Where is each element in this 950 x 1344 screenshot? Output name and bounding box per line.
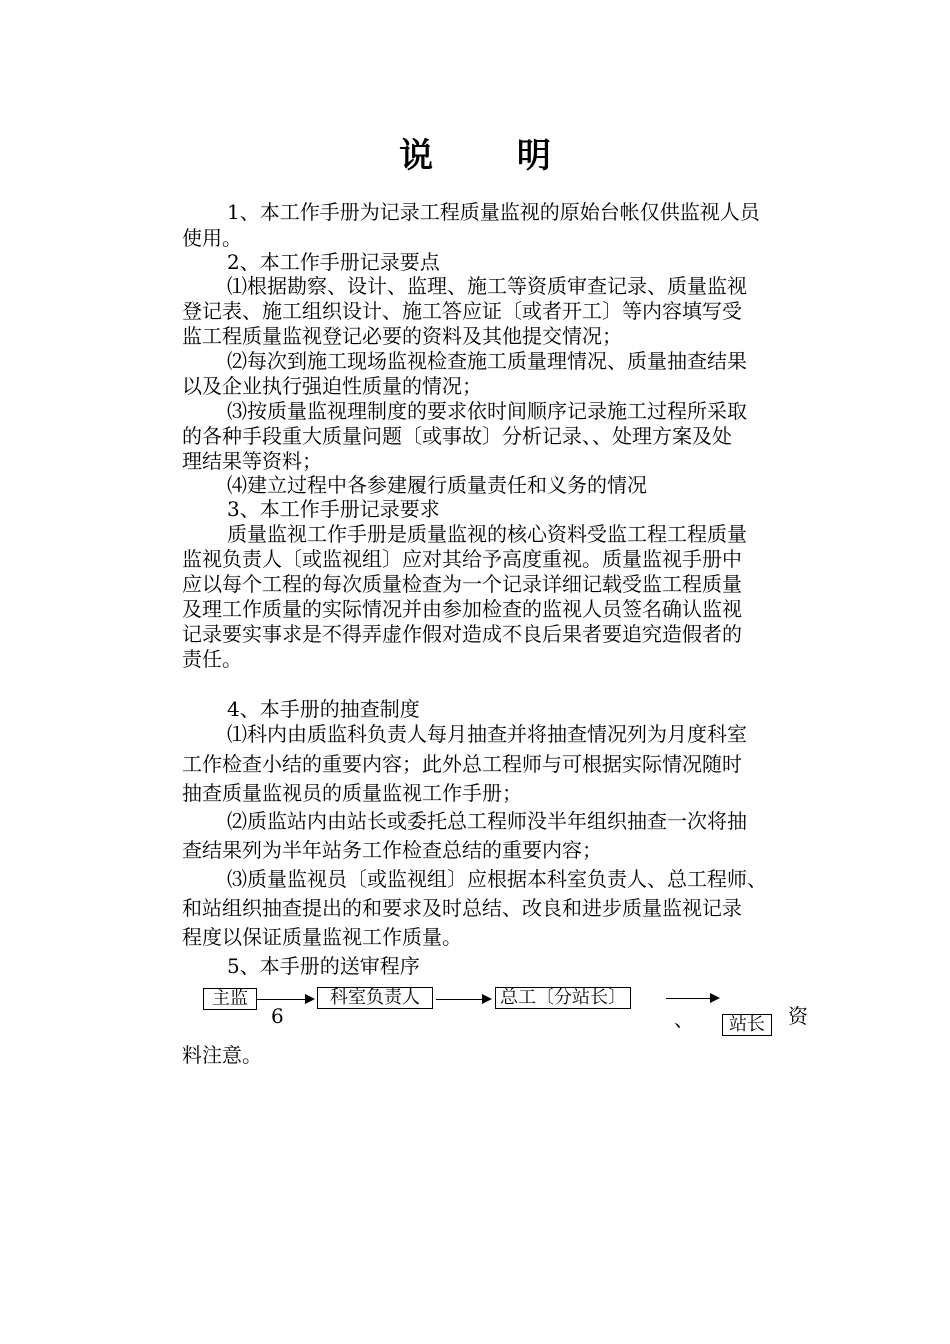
text-line: 工作检查小结的重要内容；此外总工程师与可根据实际情况随时 (182, 752, 742, 776)
text-line: 料注意。 (182, 1043, 262, 1067)
flow-arrow (436, 999, 490, 1000)
text-line: ⑷建立过程中各参建履行质量责任和义务的情况 (227, 473, 647, 497)
text-line: 1、本工作手册为记录工程质量监视的原始台帐仅供监视人员 (227, 200, 760, 224)
text-line: 责任。 (182, 647, 242, 671)
text-line: 4、本手册的抽查制度 (227, 697, 420, 721)
flow-box-station-head: 站长 (722, 1014, 772, 1036)
flow-comma: 、 (674, 1007, 694, 1031)
flow-box-dept-head: 科室负责人 (317, 987, 433, 1009)
text-line: 抽查质量监视员的质量监视工作手册； (182, 781, 522, 805)
text-line: 5、本手册的送审程序 (227, 954, 420, 978)
text-line: 理结果等资料； (182, 449, 322, 473)
text-line: ⑵质监站内由站长或委托总工程师没半年组织抽查一次将抽 (227, 809, 747, 833)
text-line: ⑵每次到施工现场监视检查施工质量理情况、质量抽查结果 (227, 349, 747, 373)
flow-box-supervisor: 主监 (203, 988, 257, 1010)
text-line: 的各种手段重大质量问题〔或事故〕分析记录、、处理方案及处 (182, 424, 732, 448)
text-line: 3、本工作手册记录要求 (227, 497, 440, 521)
text-line: 使用。 (182, 226, 242, 250)
text-line: 质量监视工作手册是质量监视的核心资料受监工程工程质量 (227, 522, 747, 546)
flow-box-chief-engineer: 总工〔分站长〕 (495, 987, 631, 1009)
text-line: ⑴科内由质监科负责人每月抽查并将抽查情况列为月度科室 (227, 722, 747, 746)
flow-arrow (257, 999, 313, 1000)
text-line: ⑴根据勘察、设计、监理、施工等资质审查记录、质量监视 (227, 274, 747, 298)
text-line: 记录要实事求是不得弄虚作假对造成不良后果者要追究造假者的 (182, 622, 742, 646)
text-line: 程度以保证质量监视工作质量。 (182, 925, 462, 949)
text-line: 监工程质量监视登记必要的资料及其他提交情况； (182, 324, 622, 348)
text-line: ⑶按质量监视理制度的要求依时间顺序记录施工过程所采取 (227, 399, 747, 423)
text-line: ⑶质量监视员〔或监视组〕应根据本科室负责人、总工程师、 (227, 867, 767, 891)
text-line: 登记表、施工组织设计、施工答应证〔或者开工〕等内容填写受 (182, 299, 742, 323)
text-line: 及理工作质量的实际情况并由参加检查的监视人员签名确认监视 (182, 597, 742, 621)
text-line: 和站组织抽查提出的和要求及时总结、改良和进步质量监视记录 (182, 896, 742, 920)
text-line: 2、本工作手册记录要点 (227, 250, 440, 274)
flow-number: 6 (271, 1004, 284, 1028)
text-line: 应以每个工程的每次质量检查为一个记录详细记载受监工程质量 (182, 572, 742, 596)
page-title: 说 明 (399, 136, 587, 176)
text-line: 监视负责人〔或监视组〕应对其给予高度重视。质量监视手册中 (182, 547, 742, 571)
text-line: 以及企业执行强迫性质量的情况； (182, 374, 482, 398)
text-line: 查结果列为半年站务工作检查总结的重要内容； (182, 838, 602, 862)
flow-arrow (666, 998, 718, 999)
flow-tail-text: 资 (788, 1004, 808, 1028)
